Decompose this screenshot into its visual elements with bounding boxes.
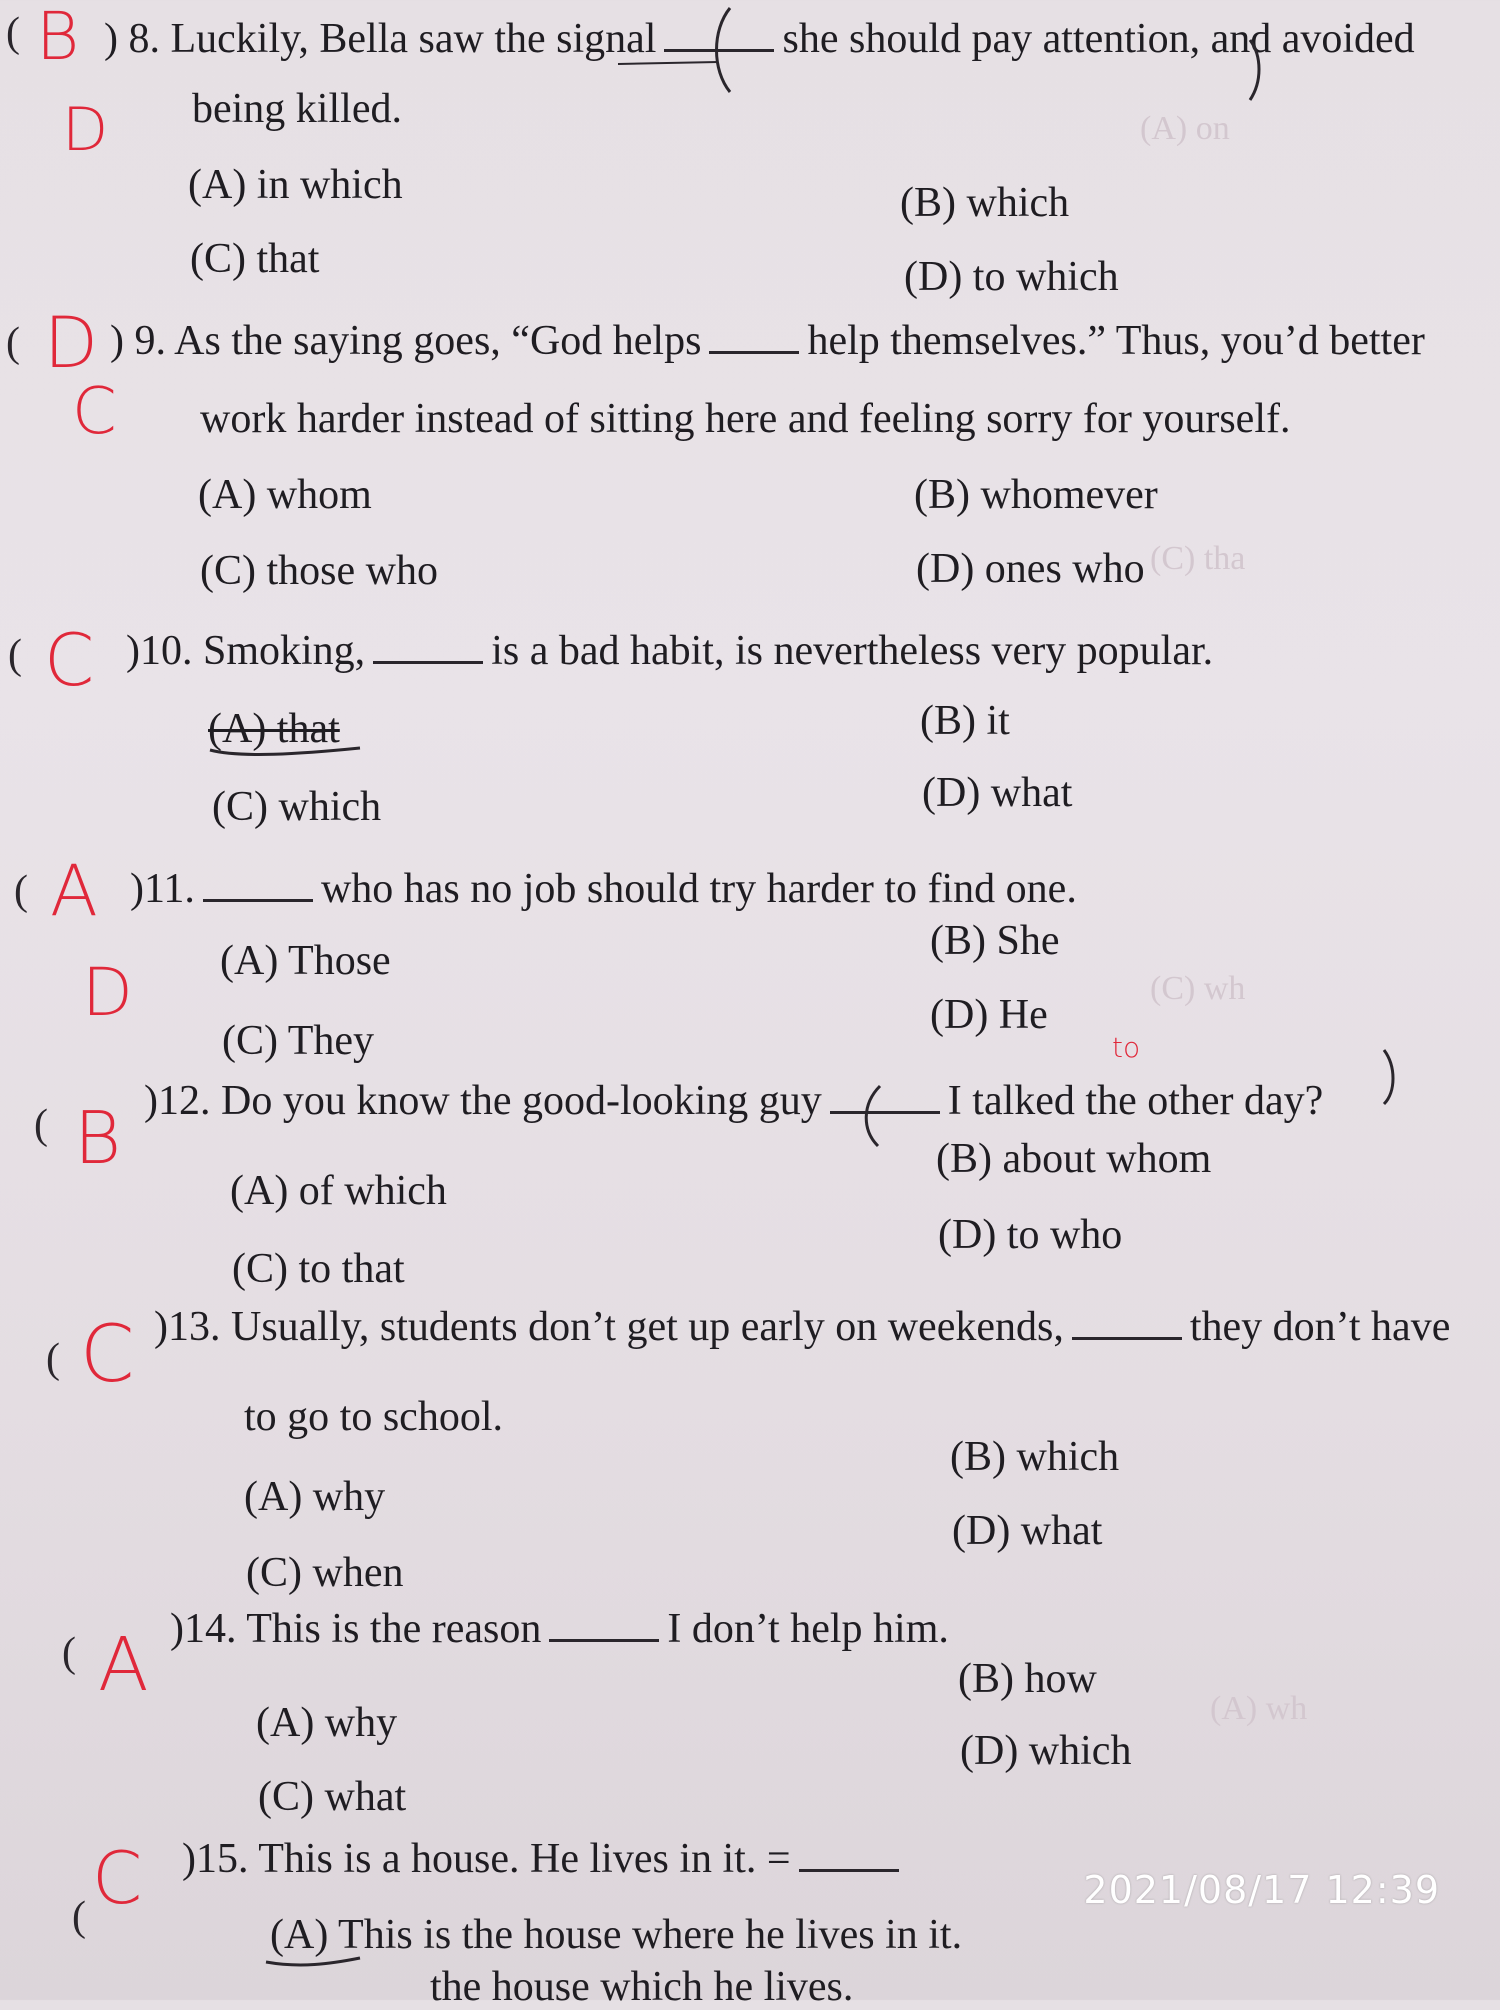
option-b: (B) it [920,698,1010,744]
pen-bracket [1384,1050,1393,1104]
pen-underline [210,748,360,754]
option-b: (B) She [930,918,1060,964]
answer-paren-open: ( [72,1894,86,1940]
stem-text-after: help themselves.” Thus, you’d better [807,318,1425,364]
handwritten-answer: A [98,1622,149,1708]
photo-timestamp: 2021/08/17 12:39 [1083,1868,1440,1912]
option-c: (C) They [222,1018,375,1064]
option-a: (A) Those [220,938,391,984]
answer-paren-open: ( [8,632,22,678]
handwritten-answer: C [80,1310,135,1400]
option-a: (A) whom [198,472,372,518]
stem-text-after: who has no job should try harder to find one. [320,866,1077,912]
pen-bracket [1250,40,1259,100]
option-c: (C) those who [200,548,438,594]
stem-text-after: she should pay attention, and avoided [782,16,1415,62]
option-d: (D) to who [938,1212,1123,1258]
option-c: (C) that [190,236,320,282]
handwritten-answer: B [74,1096,122,1180]
bleed-through-text: (C) tha [1150,540,1246,577]
question-stem-continued: work harder instead of sitting here and feeling sorry for yourself. [200,396,1291,442]
handwritten-correction: C [72,375,117,449]
pen-bracket [866,1086,880,1146]
option-b: (B) which [950,1434,1120,1480]
stem-text-after: I talked the other day? [947,1078,1324,1124]
option-a: (A) of which [230,1168,447,1214]
stem-text-after: I don’t help him. [667,1606,949,1652]
option-d: (D) which [960,1728,1132,1774]
pen-bracket [717,8,731,92]
option-a: (A) This is the house where he lives in it. [270,1912,963,1958]
answer-paren-open: ( [62,1630,76,1676]
stem-text-before: ) 8. Luckily, Bella saw the signal [104,16,657,62]
option-b: (B) which [900,180,1070,226]
answer-paren-open: ( [34,1102,48,1148]
handwritten-answer: A [50,850,98,932]
stem-text-after: they don’t have [1189,1304,1451,1350]
option-c: (C) when [246,1550,404,1596]
option-c: (C) what [258,1774,407,1820]
handwritten-correction: D [62,95,109,165]
pen-underline [618,62,718,64]
stem-text-before: )12. Do you know the good-looking guy [144,1078,822,1124]
question-stem-continued: to go to school. [244,1394,503,1440]
option-a: (A) why [244,1474,386,1520]
bleed-through-text: (A) wh [1210,1690,1308,1727]
pen-underline [266,1958,360,1965]
option-a: (A) that [208,706,340,752]
option-a: (A) in which [188,162,403,208]
handwritten-answer: D [44,302,98,384]
handwritten-note: to [1112,1031,1141,1064]
option-b: the house which he lives. [430,1964,854,2010]
answer-paren-open: ( [14,868,28,914]
stem-text-before: )13. Usually, students don’t get up early on weekends, [154,1304,1064,1350]
option-b: (B) about whom [936,1136,1212,1182]
stem-text-before: ) 9. As the saying goes, “God helps [110,318,702,364]
option-c: (C) which [212,784,382,830]
handwritten-answer: C [92,1836,143,1920]
handwritten-answer: B [36,0,80,75]
handwritten-correction: D [82,954,133,1031]
handwritten-answer: C [44,618,95,702]
option-c: (C) to that [232,1246,405,1292]
option-b: (B) whomever [914,472,1158,518]
option-d: (D) what [952,1508,1103,1554]
stem-text-before: )14. This is the reason [170,1606,542,1652]
stem-text-before: )10. Smoking, [126,628,366,674]
stem-text-before: )11. [130,866,195,912]
answer-paren-open: ( [6,320,20,366]
bleed-through-text: (C) wh [1150,970,1246,1007]
stem-text-before: )15. This is a house. He lives in it. = [182,1836,791,1882]
option-a: (A) why [256,1700,398,1746]
option-b: (B) how [958,1656,1097,1702]
bleed-through-text: (A) on [1140,110,1230,147]
answer-paren-open: ( [6,10,20,56]
option-d: (D) He [930,992,1048,1038]
answer-paren-open: ( [46,1336,60,1382]
option-d: (D) what [922,770,1073,816]
option-d: (D) to which [904,254,1119,300]
stem-text-after: is a bad habit, is nevertheless very popular. [491,628,1214,674]
question-stem-continued: being killed. [192,86,402,132]
option-d: (D) ones who [916,546,1145,592]
